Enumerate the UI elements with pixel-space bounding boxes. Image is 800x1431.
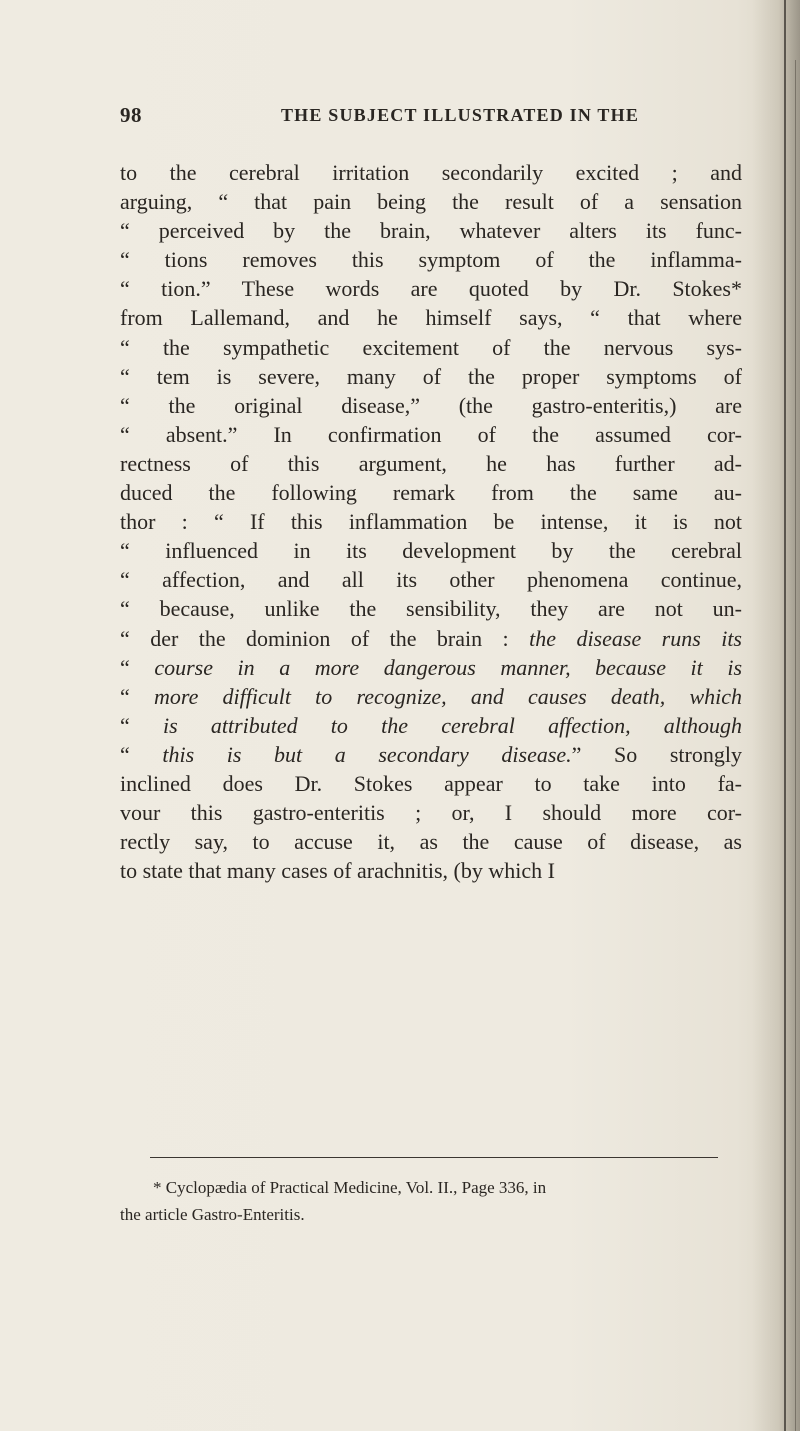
running-head bbox=[120, 103, 740, 133]
running-title: THE SUBJECT ILLUSTRATED IN THE bbox=[280, 105, 640, 125]
italic-text-segment: more difficult to recognize, and causes death, which bbox=[153, 683, 742, 709]
body-text bbox=[120, 158, 742, 885]
text-segment: thor : “ If this inflammation be intense, it is not bbox=[120, 509, 742, 535]
text-segment: “ the sympathetic excitement of the nervous sys- bbox=[120, 334, 742, 360]
text-segment: arguing, “ that pain being the result of a sensation bbox=[120, 189, 742, 215]
text-segment: “ tion.” These words are quoted by Dr. Stokes* bbox=[120, 276, 742, 302]
text-segment: vour this gastro-enteritis ; or, I should more cor- bbox=[120, 800, 742, 826]
text-segment: rectly say, to accuse it, as the cause of disease, as bbox=[120, 829, 742, 855]
footnote-line: the article Gastro-Enteritis. bbox=[120, 1205, 305, 1224]
page-edge-line bbox=[784, 0, 786, 1431]
text-line bbox=[120, 565, 742, 594]
text-line bbox=[120, 449, 742, 478]
text-segment: “ the original disease,” (the gastro-enteritis,) are bbox=[120, 392, 742, 418]
text-line bbox=[120, 478, 742, 507]
text-line bbox=[120, 158, 742, 187]
page-number: 98 bbox=[120, 103, 142, 127]
text-segment: “ affection, and all its other phenomena continue, bbox=[120, 567, 742, 593]
text-segment: “ bbox=[120, 683, 154, 709]
text-line bbox=[120, 507, 742, 536]
text-segment: ” So strongly bbox=[571, 741, 742, 767]
italic-text-segment: course in a more dangerous manner, because it is bbox=[154, 654, 743, 680]
italic-text-segment: is attributed to the cerebral affection, although bbox=[162, 712, 743, 738]
text-line bbox=[120, 245, 742, 274]
text-line bbox=[120, 711, 742, 740]
text-line bbox=[120, 391, 742, 420]
italic-text-segment: this is but a secondary disease. bbox=[162, 741, 572, 767]
text-segment: “ bbox=[120, 654, 155, 680]
text-line bbox=[120, 536, 742, 565]
text-line bbox=[120, 740, 742, 769]
text-line bbox=[120, 827, 742, 856]
italic-text-segment: the disease runs its bbox=[529, 625, 742, 651]
text-line bbox=[120, 187, 742, 216]
text-line bbox=[120, 682, 742, 711]
text-line bbox=[120, 420, 742, 449]
page-edge-line-outer bbox=[795, 60, 796, 1431]
text-line bbox=[120, 798, 742, 827]
text-segment: “ bbox=[120, 712, 163, 738]
text-segment: duced the following remark from the same au- bbox=[120, 480, 742, 506]
text-segment: “ bbox=[120, 741, 163, 767]
text-segment: inclined does Dr. Stokes appear to take into fa- bbox=[120, 770, 742, 796]
text-line bbox=[120, 274, 742, 303]
text-line bbox=[120, 653, 742, 682]
text-line bbox=[120, 624, 742, 653]
text-segment: “ influenced in its development by the cerebral bbox=[120, 538, 742, 564]
page-edge-shadow bbox=[752, 0, 800, 1431]
text-segment: rectness of this argument, he has further ad- bbox=[120, 450, 742, 476]
text-line bbox=[120, 303, 742, 332]
text-line bbox=[120, 333, 742, 362]
text-segment: “ absent.” In confirmation of the assumed cor- bbox=[120, 421, 742, 447]
text-segment: to the cerebral irritation secondarily excited ; and bbox=[120, 160, 742, 185]
text-line bbox=[120, 769, 742, 798]
text-segment: “ perceived by the brain, whatever alters its func- bbox=[120, 218, 742, 244]
text-segment: “ because, unlike the sensibility, they are not un- bbox=[120, 596, 742, 622]
text-line bbox=[120, 856, 742, 885]
text-segment: “ tem is severe, many of the proper symptoms of bbox=[120, 363, 742, 389]
text-segment: “ der the dominion of the brain : bbox=[120, 625, 530, 651]
text-line bbox=[120, 594, 742, 623]
text-line bbox=[120, 216, 742, 245]
footnote-line: * Cyclopædia of Practical Medicine, Vol. II., Page 336, in bbox=[153, 1178, 547, 1197]
footnote bbox=[120, 1174, 742, 1228]
text-segment: “ tions removes this symptom of the inflamma- bbox=[120, 247, 742, 273]
text-segment: to state that many cases of arachnitis, (by which I bbox=[120, 858, 555, 884]
footnote-rule bbox=[150, 1157, 718, 1158]
text-line bbox=[120, 362, 742, 391]
text-segment: from Lallemand, and he himself says, “ that where bbox=[120, 305, 742, 331]
